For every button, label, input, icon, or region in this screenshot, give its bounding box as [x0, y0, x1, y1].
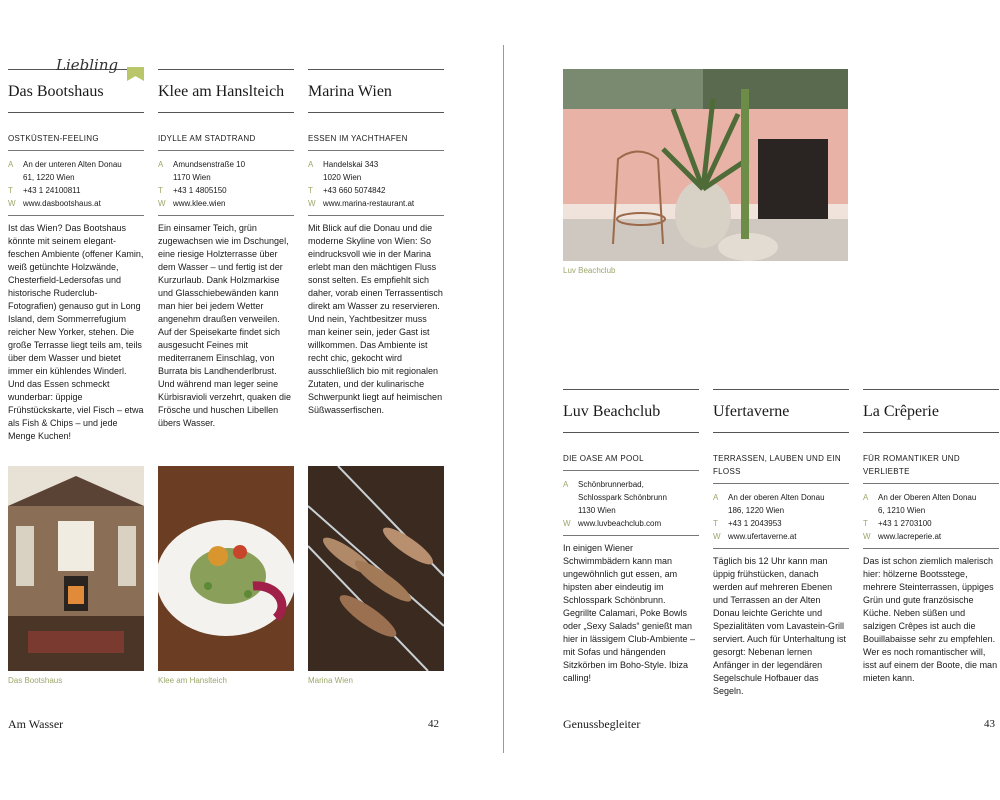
venue-marina-wien	[308, 69, 444, 417]
phone: +43 1 24100811	[23, 186, 81, 195]
address-line: An der oberen Alten Donau	[728, 493, 825, 502]
venue-description: Täglich bis 12 Uhr kann man üppig frühstücken, danach werden auf mehreren Ebenen und Terrassen an der Alten Donau leichte Gerichte und Spezialitäten vom Lavastein-Grill serviert. Auch für Unterhaltung ist gesorgt: Nebenan lernen Anfänger in der legendären Segelschule Hofbauer das Segeln.	[713, 556, 847, 696]
address-line: Amundsenstraße 10	[173, 160, 246, 169]
venue-tagline: TERRASSEN, LAUBEN UND EIN FLOSS	[713, 454, 841, 476]
footer-section-title: Am Wasser	[8, 717, 64, 731]
contact-block: A An der oberen Alten Donau 186, 1220 Wien T +43 1 2043953 W www.ufertaverne.at	[713, 491, 849, 543]
photo-das-bootshaus	[8, 466, 144, 671]
contact-block: A An der unteren Alten Donau 61, 1220 Wien T +43 1 24100811 W www.dasbootshaus.at	[8, 158, 144, 210]
phone: +43 1 2043953	[728, 519, 782, 528]
venue-description: Ein einsamer Teich, grün zugewachsen wie im Dschungel, eine riesige Holzterrasse über dem Wasser – und fertig ist der Kurzurlaub. Dank Holzmarkise und Glasschiebewänden kann man hier bei jedem Wetter angenehm draußen verweilen. Auf der Speisekarte findet sich ausgesucht Feines mit mediterranem Einschlag, von Burrata bis Landhenderlbrust. Und während man leger seine Kürbisravioli verzehrt, quaken die Frösche und huschen Libellen übers Wasser.	[158, 223, 292, 428]
venue-description: Ist das Wien? Das Bootshaus könnte mit seinem elegant-feschen Ambiente (offener Kamin, weiß getünchte Holzwände, Chesterfield-Ledersofas und historische Ruderclub-Fotografien) genauso gut in Long Island, dem Sommerrefugium reicher New Yorker, stehen. Die große Terrasse liegt teils am, teils über dem Wasser und bietet immer ein kühlendes Winderl. Und das Essen schmeckt wunderbar: üppige Frühstückskarte, viel Fisch – etwa als Fish & Chips – und jede Menge Kuchen!	[8, 223, 144, 441]
venue-luv-beachclub	[563, 389, 699, 685]
venue-name: Ufertaverne	[713, 403, 790, 420]
liebling-script: Liebling	[56, 56, 119, 74]
venue-la-creperie	[863, 389, 999, 685]
venue-description: Das ist schon ziemlich malerisch hier: hölzerne Bootsstege, mehrere Steinterrassen, üppiges Grün und gute französische Küche. Neben süßen und salzigen Crêpes ist auch die Bouillabaisse sehr zu empfehlen. Wer es noch romantischer will, isst auf einem der Boote, die man mieten kann.	[863, 556, 998, 683]
address-line: 1130 Wien	[578, 506, 616, 515]
photo-caption: Marina Wien	[308, 676, 353, 685]
contact-block: A Handelskai 343 1020 Wien T +43 660 5074842 W www.marina-restaurant.at	[308, 158, 444, 210]
venue-name: Klee am Hanslteich	[158, 83, 285, 100]
address-line: 6, 1210 Wien	[878, 506, 926, 515]
photo-klee-am-hanslteich	[158, 466, 294, 671]
page-number: 42	[428, 718, 439, 730]
contact-block: A An der Oberen Alten Donau 6, 1210 Wien T +43 1 2703100 W www.lacreperie.at	[863, 491, 999, 543]
venue-tagline: ESSEN IM YACHTHAFEN	[308, 134, 408, 143]
photo-caption: Das Bootshaus	[8, 676, 63, 685]
phone: +43 1 2703100	[878, 519, 932, 528]
website: www.luvbeachclub.com	[578, 519, 662, 528]
website: www.lacreperie.at	[878, 532, 942, 541]
footer-book-title: Genussbegleiter	[563, 717, 641, 731]
photo-marina-wien	[308, 466, 444, 671]
contact-block: A Amundsenstraße 10 1170 Wien T +43 1 4805150 W www.klee.wien	[158, 158, 294, 210]
address-line: Handelskai 343	[323, 160, 379, 169]
venue-description: Mit Blick auf die Donau und die moderne Skyline von Wien: So eindrucksvoll wie in der Marina erlebt man den mächtigen Fluss sonst selten. Es empfiehlt sich daher, vorab einen Terrassentisch direkt am Wasser zu reservieren. Und nein, Yachtbesitzer muss man keiner sein, jeder Gast ist willkommen. Das Ambiente ist recht chic, gekocht wird ausschließlich bio mit regionalen Zutaten, und der kulinarische Schwerpunkt liegt auf heimischen Süßwasserfischen.	[308, 223, 443, 415]
venue-das-bootshaus	[8, 69, 144, 443]
address-line: 61, 1220 Wien	[23, 173, 75, 182]
venue-name: Luv Beachclub	[563, 403, 661, 420]
venue-name: Das Bootshaus	[8, 83, 104, 100]
venue-klee-am-hanslteich	[158, 69, 294, 430]
address-line: 1020 Wien	[323, 173, 362, 182]
address-line: Schönbrunnerbad,	[578, 480, 644, 489]
photo-luv-beachclub	[563, 69, 848, 261]
website: www.klee.wien	[173, 199, 226, 208]
contact-block: A Schönbrunnerbad, Schlosspark Schönbrunn 1130 Wien W www.luvbeachclub.com	[563, 478, 699, 530]
venue-tagline: DIE OASE AM POOL	[563, 454, 644, 463]
venue-tagline: OSTKÜSTEN-FEELING	[8, 134, 99, 143]
venue-name: Marina Wien	[308, 83, 392, 100]
address-line: Schlosspark Schönbrunn	[578, 493, 667, 502]
venue-description: In einigen Wiener Schwimmbädern kann man ungewöhnlich gut essen, am hipsten aber eindeutig im Schlosspark Schönbrunn. Gegrillte Calamari, Poke Bowls oder „Sexy Salads“ genießt man hier in lässigem Club-Ambiente – mit Sofas und hängenden Sitzkörben im Boho-Style. Ibiza calling!	[563, 543, 696, 683]
address-line: 1170 Wien	[173, 173, 211, 182]
address-line: An der Oberen Alten Donau	[878, 493, 977, 502]
website: www.marina-restaurant.at	[323, 199, 415, 208]
book-spine	[503, 45, 504, 753]
photo-caption: Luv Beachclub	[563, 266, 616, 275]
venue-tagline: IDYLLE AM STADTRAND	[158, 134, 256, 143]
website: www.ufertaverne.at	[728, 532, 797, 541]
venue-ufertaverne	[713, 389, 849, 698]
photo-caption: Klee am Hanslteich	[158, 676, 227, 685]
phone: +43 1 4805150	[173, 186, 227, 195]
page-number: 43	[984, 718, 995, 730]
website: www.dasbootshaus.at	[23, 199, 101, 208]
phone: +43 660 5074842	[323, 186, 386, 195]
venue-name: La Crêperie	[863, 403, 939, 420]
venue-tagline: FÜR ROMANTIKER UND VERLIEBTE	[863, 454, 960, 476]
address-line: An der unteren Alten Donau	[23, 160, 122, 169]
address-line: 186, 1220 Wien	[728, 506, 785, 515]
